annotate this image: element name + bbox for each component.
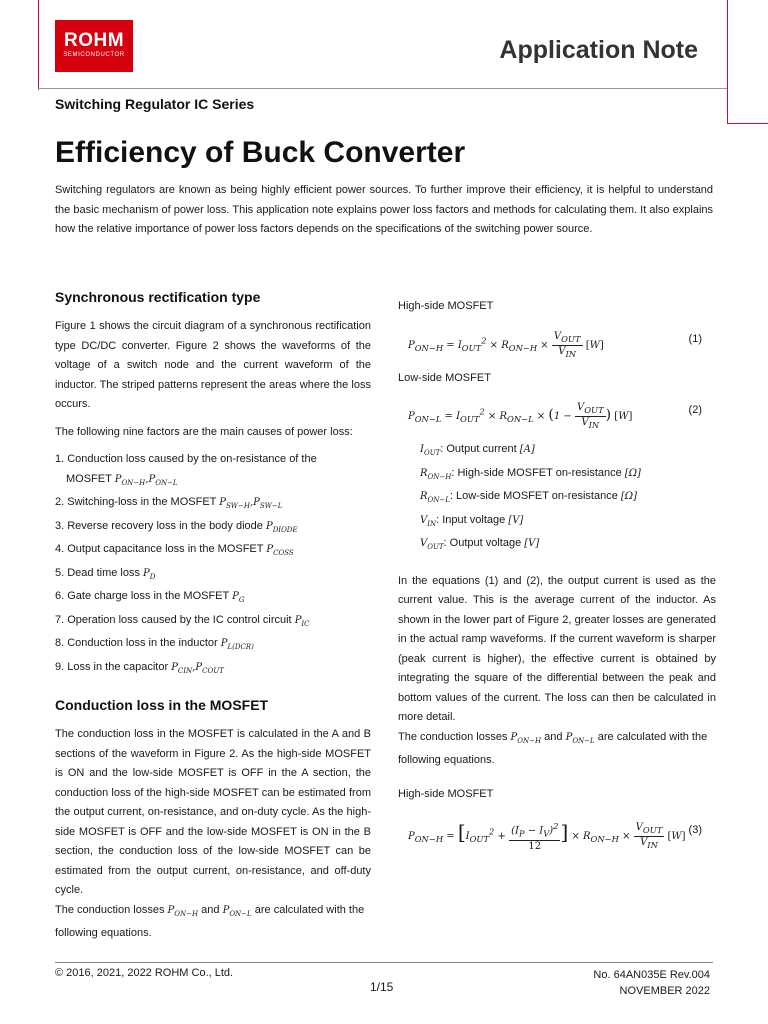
application-note-label: Application Note bbox=[499, 36, 698, 64]
def-ronl: $R_{ON-L}$: Low-side MOSFET on-resistance [Ω] bbox=[420, 490, 637, 504]
loss-factor-list bbox=[55, 450, 371, 681]
equation-3: $P_{ON-H} = [I_{OUT}^2$ + $\frac{(I_P - I_V)^2}{12}$ ] × $R_{ON-H}$ × $\frac{V_{OUT}}{V_{IN}}$ [W] (3) bbox=[408, 820, 702, 852]
page-title: Efficiency of Buck Converter bbox=[55, 136, 466, 169]
list-item: 6. Gate charge loss in the MOSFET $P_G$ bbox=[55, 590, 245, 604]
header-right-tick bbox=[727, 123, 768, 124]
header-left-rule bbox=[38, 0, 39, 90]
right-column bbox=[398, 297, 716, 864]
high-side-label: High-side MOSFET bbox=[398, 300, 494, 312]
rohm-logo bbox=[55, 20, 133, 72]
sync-paragraph: Figure 1 shows the circuit diagram of a synchronous rectification type DC/DC converter. Figure 2 shows the waveforms of the voltage of a switch node and the current waveform of the inductor. The striped patterns represent the areas where the loss occurs. bbox=[55, 320, 371, 410]
footer-page-number: 1/15 bbox=[370, 980, 394, 994]
equation-3-number: (3) bbox=[688, 824, 702, 836]
sync-heading: Synchronous rectification type bbox=[55, 289, 261, 305]
def-vout: $V_{OUT}$: Output voltage [V] bbox=[420, 537, 540, 551]
right-calc-line: The conduction losses $P_{ON-H}$ and $P_{ON-L}$ are calculated with the following equations. bbox=[398, 730, 708, 766]
low-side-label: Low-side MOSFET bbox=[398, 371, 491, 384]
right-paragraph: In the equations (1) and (2), the output current is used as the current value. This is the average current of the inductor. As shown in the lower part of Figure 2, greater losses are generated in the actual ramp waveforms. If the current waveform is sharper (peak current is higher), the effective current is obtained by integrating the square of the differential between the peak and bottom values of the current. The loss can then be calculated in more detail. bbox=[398, 574, 716, 723]
intro-paragraph: Switching regulators are known as being highly efficient power sources. To further improve their efficiency, it is helpful to understand the basic mechanism of power loss. This application note explains power loss factors and methods for calculating them. It also explains how the relative importance of power loss factors depends on the specifications of the switching power source. bbox=[55, 184, 713, 235]
factors-intro: The following nine factors are the main causes of power loss: bbox=[55, 425, 353, 438]
equation-2-number: (2) bbox=[688, 404, 702, 416]
equation-2: $P_{ON-L} = I_{OUT}^2 \times R_{ON-L} \times (1$ − $\frac{V_{OUT}}{V_{IN}}$ ) [W] (2) bbox=[408, 402, 702, 430]
series-title: Switching Regulator IC Series bbox=[55, 96, 255, 112]
logo-brand: ROHM bbox=[63, 30, 125, 51]
conduction-calc-line: The conduction losses $P_{ON-H}$ and $P_{ON-L}$ are calculated with the following equations. bbox=[55, 903, 365, 939]
list-item: 9. Loss in the capacitor $P_{CIN},P_{COUT}$ bbox=[55, 660, 224, 675]
footer-date: NOVEMBER 2022 bbox=[619, 985, 710, 997]
logo-sub: SEMICONDUCTOR bbox=[63, 52, 125, 58]
def-ronh: $R_{ON-H}$: High-side MOSFET on-resistance [Ω] bbox=[420, 466, 641, 481]
def-vin: $V_{IN}$: Input voltage [V] bbox=[420, 513, 524, 528]
symbol-definitions bbox=[420, 440, 716, 558]
footer-doc-number: No. 64AN035E Rev.004 bbox=[593, 969, 710, 981]
equation-1: $P_{ON-H} = I_{OUT}^2 \times R_{ON-H}$ × $\frac{V_{OUT}}{V_{IN}}$ [W] (1) bbox=[408, 330, 702, 359]
list-item: 4. Output capacitance loss in the MOSFET $P_{COSS}$ bbox=[55, 543, 294, 557]
header-bottom-rule bbox=[38, 88, 728, 89]
footer-doc-info bbox=[593, 967, 710, 999]
list-item: MOSFET $P_{ON-H},P_{ON-L}$ bbox=[66, 472, 178, 487]
high-side-label-2: High-side MOSFET bbox=[398, 787, 494, 800]
equation-1-number: (1) bbox=[688, 332, 702, 345]
footer-copyright: © 2016, 2021, 2022 ROHM Co., Ltd. bbox=[55, 967, 234, 979]
def-iout: $I_{OUT}$: Output current [A] bbox=[420, 443, 535, 457]
list-item: 3. Reverse recovery loss in the body diode $P_{DIODE}$ bbox=[55, 519, 298, 534]
list-item: 5. Dead time loss $P_D$ bbox=[55, 566, 156, 581]
footer-rule bbox=[55, 962, 713, 963]
list-item: 2. Switching-loss in the MOSFET $P_{SW-H},P_{SW-L}$ bbox=[55, 496, 283, 510]
conduction-paragraph: The conduction loss in the MOSFET is calculated in the A and B sections of the waveform in Figure 2. As the high-side MOSFET is ON and the low-side MOSFET is OFF in the A section, the conduction loss of the high-side MOSFET can be estimated from the output current, on-resistance, and on-duty cycle. As the high-side MOSFET is OFF and the low-side MOSFET is ON in the B section, the conduction loss of the low-side MOSFET can be estimated from the output current, on-resistance, and off-duty cycle. bbox=[55, 728, 371, 896]
conduction-heading: Conduction loss in the MOSFET bbox=[55, 697, 269, 713]
list-item: 1. Conduction loss caused by the on-resistance of the bbox=[55, 453, 317, 465]
header-right-rule bbox=[727, 0, 728, 124]
list-item: 8. Conduction loss in the inductor $P_{L(DCR)}$ bbox=[55, 637, 254, 651]
list-item: 7. Operation loss caused by the IC control circuit $P_{IC}$ bbox=[55, 613, 310, 628]
left-column bbox=[55, 287, 371, 944]
